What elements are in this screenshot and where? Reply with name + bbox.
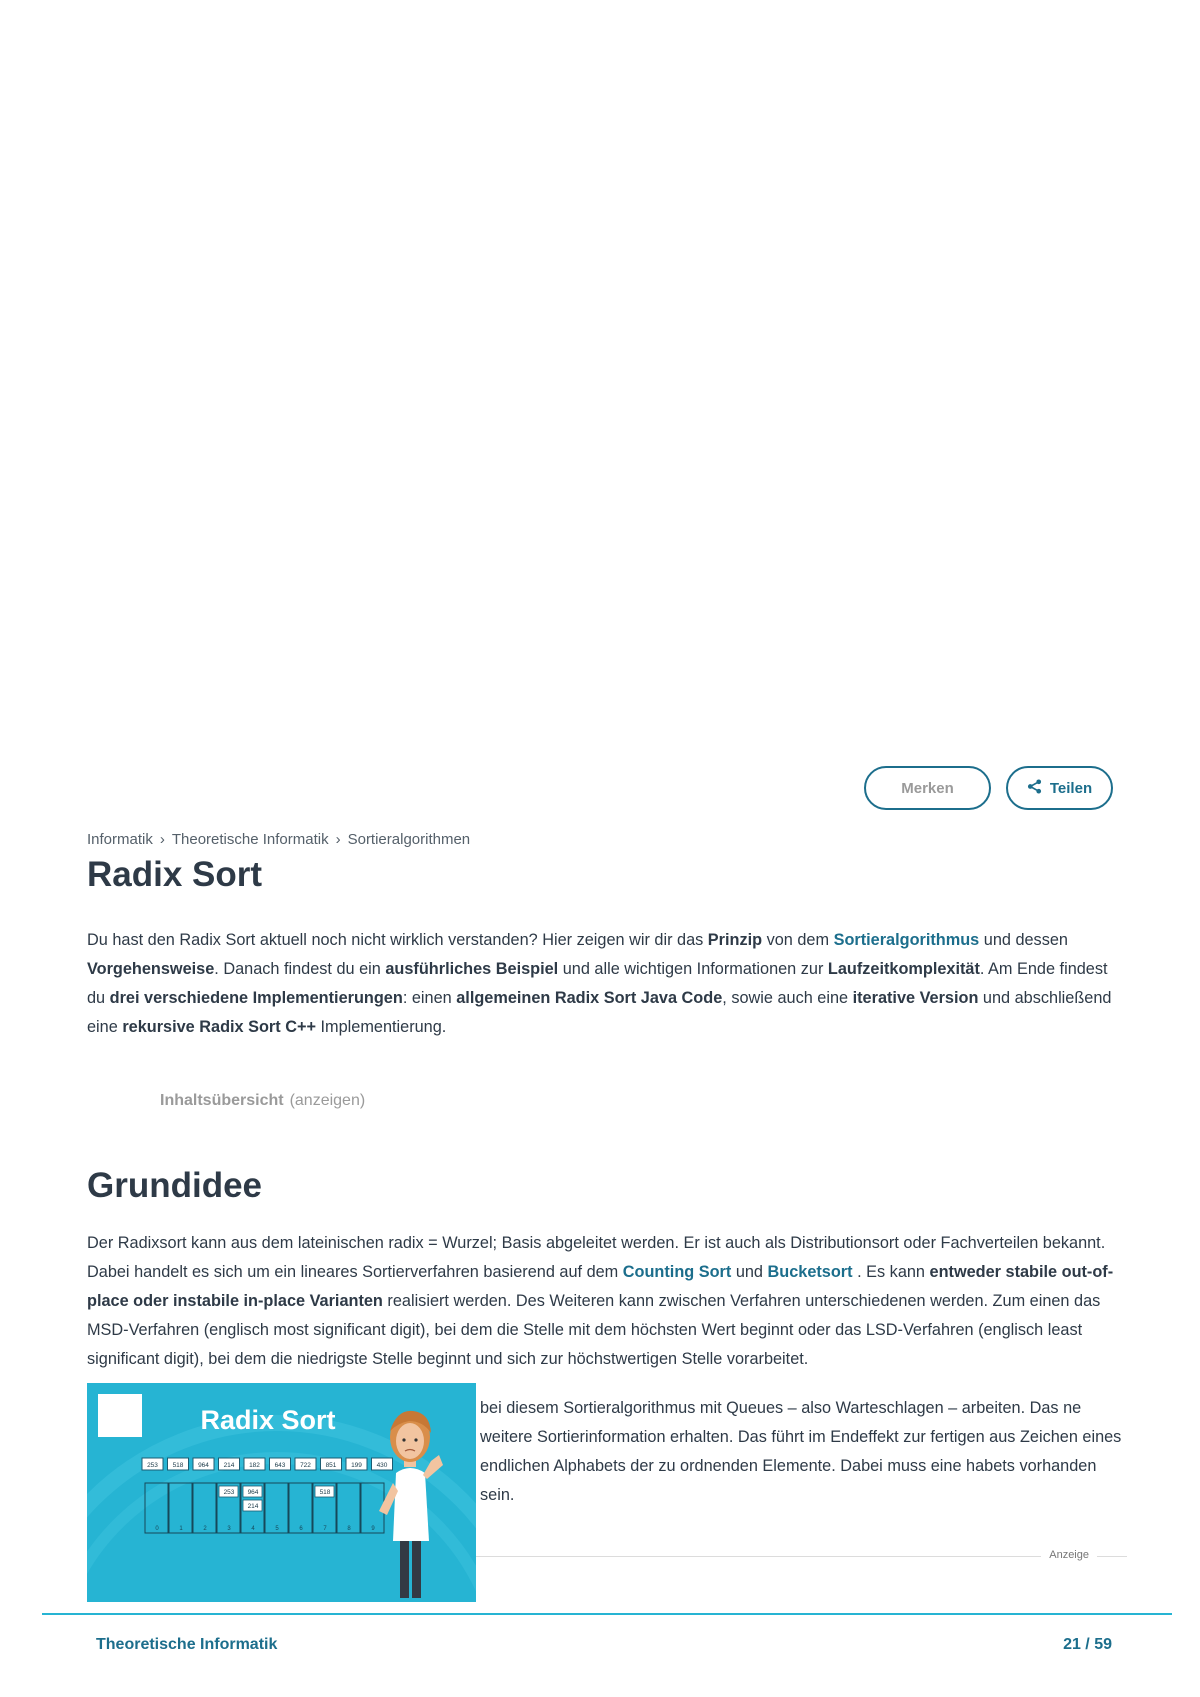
number-box [168, 1458, 189, 1470]
number-box [321, 1458, 342, 1470]
video-title: Radix Sort [200, 1405, 336, 1435]
svg-text:253: 253 [223, 1489, 235, 1496]
radix-sort-video-thumbnail[interactable] [87, 1383, 476, 1602]
svg-text:2: 2 [203, 1526, 207, 1532]
breadcrumb-sortieralgorithmen[interactable]: Sortieralgorithmen [347, 831, 471, 848]
grundidee-paragraph: Der Radixsort kann aus dem lateinischen radix = Wurzel; Basis abgeleitet werden. Er ist auch als Distributionsort oder Fachverteilen bekannt. Dabei handelt es sich um ein lineares Sortierverfahren basierend auf dem Counting Sort und Bucketsort . Es kann entweder stabile out-of-place oder instabile in-place Varianten realisiert werden. Des Weiteren kann zwischen Verfahren unterschiedenen werden. Zum einen das MSD-Verfahren (englisch most significant digit), bei dem die Stelle mit dem höchsten Wert beginnt oder das LSD-Verfahren (englisch least significant digit), bei dem die niedrigste Stelle beginnt und sich zur höchstwertigen Stelle vorarbeitet. [87, 1234, 1114, 1368]
action-buttons [864, 766, 1113, 810]
bucket [289, 1483, 312, 1533]
merken-button[interactable] [864, 766, 991, 810]
svg-text:4: 4 [251, 1526, 255, 1532]
intro-paragraph: Du hast den Radix Sort aktuell noch nicht wirklich verstanden? Hier zeigen wir dir das Prinzip von dem Sortieralgorithmus und dessen Vorgehensweise. Danach findest du ein ausführliches Beispiel und alle wichtigen Informationen zur Laufzeitkomplexität. Am Ende findest du drei verschiedene Implementierungen: einen allgemeinen Radix Sort Java Code, sowie auch eine iterative Version und abschließend eine rekursive Radix Sort C++ Implementierung. [87, 931, 1112, 1036]
toc-label: Inhaltsübersicht [160, 1092, 284, 1109]
svg-text:518: 518 [319, 1489, 331, 1496]
logo-placeholder [98, 1394, 142, 1437]
number-box [244, 1458, 265, 1470]
bucket [337, 1483, 360, 1533]
svg-text:182: 182 [249, 1462, 260, 1469]
table-of-contents [160, 1092, 365, 1110]
number-box [219, 1458, 240, 1470]
bucket [241, 1483, 264, 1533]
svg-text:3: 3 [227, 1526, 231, 1532]
number-box [142, 1458, 163, 1470]
svg-text:7: 7 [323, 1526, 327, 1532]
svg-text:214: 214 [223, 1462, 235, 1469]
footer-divider [42, 1613, 1172, 1615]
number-box [346, 1458, 367, 1470]
page-title: Radix Sort [87, 855, 263, 894]
breadcrumb-informatik[interactable]: Informatik [87, 831, 153, 848]
teilen-label: Teilen [1049, 779, 1093, 797]
svg-text:214: 214 [247, 1503, 259, 1510]
svg-text:518: 518 [172, 1462, 184, 1469]
svg-text:6: 6 [299, 1526, 303, 1532]
section-title-grundidee: Grundidee [87, 1166, 263, 1205]
svg-text:199: 199 [351, 1462, 362, 1469]
counting-sort-link[interactable]: Counting Sort [622, 1263, 732, 1281]
svg-text:1: 1 [179, 1526, 183, 1532]
page-number: 21 / 59 [1063, 1636, 1112, 1653]
svg-text:851: 851 [325, 1462, 337, 1469]
svg-text:643: 643 [274, 1462, 286, 1469]
toc-toggle[interactable]: (anzeigen) [289, 1092, 366, 1109]
bucket [217, 1483, 240, 1533]
svg-text:964: 964 [247, 1489, 259, 1496]
breadcrumb-separator: › [335, 831, 341, 848]
svg-text:722: 722 [300, 1462, 311, 1469]
merken-label: Merken [901, 779, 954, 797]
character-illustration [376, 1411, 443, 1598]
bucket [313, 1483, 336, 1533]
bucketsort-link[interactable]: Bucketsort [767, 1263, 853, 1281]
number-box [270, 1458, 291, 1470]
svg-text:430: 430 [376, 1462, 388, 1469]
svg-text:0: 0 [155, 1526, 159, 1532]
teilen-button[interactable] [1006, 766, 1113, 810]
svg-text:5: 5 [275, 1526, 279, 1532]
bucket-row [145, 1483, 384, 1533]
footer-section-title: Theoretische Informatik [96, 1636, 278, 1653]
share-icon [1027, 779, 1042, 798]
ad-label: Anzeige [1041, 1549, 1097, 1561]
svg-text:253: 253 [147, 1462, 158, 1469]
number-box [372, 1458, 393, 1470]
sortieralgorithmus-link[interactable]: Sortieralgorithmus [833, 931, 980, 949]
svg-text:9: 9 [371, 1526, 375, 1532]
svg-text:8: 8 [347, 1526, 351, 1532]
breadcrumb-theoretische-informatik[interactable]: Theoretische Informatik [171, 831, 329, 848]
breadcrumb-separator: › [159, 831, 165, 848]
grundidee-paragraph-2: bei diesem Sortieralgorithmus mit Queues – also Warteschlagen – arbeiten. Das ne weitere Sortierinformation erhalten. Das führt im Endeffekt zur fertigen aus Zeichen eines endlichen Alphabets der zu ordnenden Elemente. Dabei muss eine habets vorhanden sein. [480, 1399, 1122, 1504]
bucket [193, 1483, 216, 1533]
breadcrumb [87, 831, 470, 848]
bucket [265, 1483, 288, 1533]
svg-text:964: 964 [198, 1462, 209, 1469]
number-box [193, 1458, 214, 1470]
number-box [295, 1458, 316, 1470]
